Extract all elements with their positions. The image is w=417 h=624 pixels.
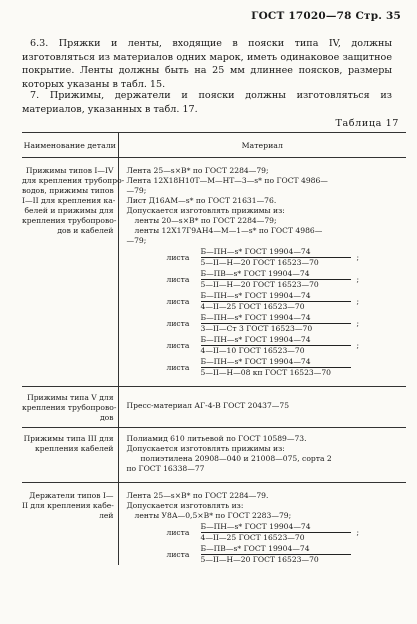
materials-table xyxy=(22,132,406,565)
table-header-row xyxy=(22,133,406,158)
page-header: ГОСТ 17020—78 Стр. 35 xyxy=(251,10,401,22)
material-cell: Лента 25—s×B* по ГОСТ 2284—79. Допускается изготовлять из: ленты У8А—0,5×B* по ГОСТ 2283—79; листа $\frac{\text{Б—ПН—s* ГОСТ 19904—74}}{\text{4—II—25 ГОСТ 16523—70}}$ ; листа $\frac{\text{Б—ПВ—s* ГОСТ 19904—74}}{\text{5—II—Н—20 ГОСТ 16523—70}}$ xyxy=(118,483,406,566)
material-cell: Пресс-материал АГ-4-В ГОСТ 20437—75 xyxy=(118,387,406,428)
table-row xyxy=(22,158,406,387)
fraction-entry: листа $\frac{\text{Б—ПН—s* ГОСТ 19904—74}}{\text{3—II—Ст 3 ГОСТ 16523—70}}$ ; xyxy=(166,313,360,333)
material-cell: Лента 25—s×B* по ГОСТ 2284—79; Лента 12Х18Н10Т—М—НТ—3—s* по ГОСТ 4986— —79; Лист Д16АМ—s* по ГОСТ 21631—76. Допускается изготовлять прижимы из: ленты 20—s×B* по ГОСТ 2284—79; ленты 12Х17Г9АН4—М—1—s* по ГОСТ 4986— —79; листа $\frac{\text{Б—ПН—s* ГОСТ 19904—74}}{\text{5—II—Н—20 ГОСТ 16523—70}}$ ; листа $\frac{\text{Б—ПВ—s* ГОСТ 19904—74}}{\text{5—II—Н—20 ГОСТ 16523—70}}$ ; листа $\frac{\text{Б—ПН—s* ГОСТ 19904—74}}{\text{4—II—25 ГОСТ 16523—70}}$ ; листа $\frac{\text{Б—ПН—s* ГОСТ 19904—74}}{\text{3—II—Ст 3 ГОСТ 16523—70}}$ ; листа $\frac{\text{Б—ПН—s* ГОСТ 19904—74}}{\text{4—II—10 ГОСТ 16523—70}}$ ; листа $\frac{\text{Б—ПН—s* ГОСТ 19904—74}}{\text{5—II—Н—08 кп ГОСТ 16523—70}}$ xyxy=(118,158,406,387)
fraction-entry: листа $\frac{\text{Б—ПН—s* ГОСТ 19904—74}}{\text{4—II—25 ГОСТ 16523—70}}$ ; xyxy=(166,291,360,311)
header-material: Материал xyxy=(118,133,406,158)
fraction-entry: листа $\frac{\text{Б—ПН—s* ГОСТ 19904—74}}{\text{4—II—25 ГОСТ 16523—70}}$ ; xyxy=(166,522,360,542)
material-cell: Полиамид 610 литьевой по ГОСТ 10589—73. Допускается изготовлять прижимы из: полиэтилена 20908—040 и 21008—075, сорта 2 по ГОСТ 16338—77 xyxy=(118,428,406,483)
part-cell: Прижимы типа V для крепления трубопрово- дов xyxy=(22,387,118,428)
table-row xyxy=(22,387,406,428)
fraction-entry: листа $\frac{\text{Б—ПВ—s* ГОСТ 19904—74}}{\text{5—II—Н—20 ГОСТ 16523—70}}$ ; xyxy=(166,269,360,289)
fraction-entry: листа $\frac{\text{Б—ПН—s* ГОСТ 19904—74}}{\text{5—II—Н—08 кп ГОСТ 16523—70}}$ xyxy=(167,357,407,378)
fraction-entry: листа $\frac{\text{Б—ПВ—s* ГОСТ 19904—74}}{\text{5—II—Н—20 ГОСТ 16523—70}}$ xyxy=(167,544,407,565)
table-row xyxy=(22,428,406,483)
table-row xyxy=(22,483,406,566)
part-cell: Прижимы типов I—IV для крепления трубопро- водов, прижимы типов I—II для крепления ка- белей и прижимы для крепления трубопрово- дов и кабелей xyxy=(22,158,118,387)
header-part-name: Наименование детали xyxy=(22,133,118,158)
fraction-entry: листа $\frac{\text{Б—ПН—s* ГОСТ 19904—74}}{\text{5—II—Н—20 ГОСТ 16523—70}}$ ; xyxy=(166,247,360,267)
part-cell: Держатели типов I— II для крепления кабе- лей xyxy=(22,483,118,566)
table-caption: Таблица 17 xyxy=(335,118,399,129)
fraction-entry: листа $\frac{\text{Б—ПН—s* ГОСТ 19904—74}}{\text{4—II—10 ГОСТ 16523—70}}$ ; xyxy=(166,335,360,355)
paragraph-6-3: 6.3. Пряжки и ленты, входящие в пояски типа IV, должны изготовляться из материалов одних марок, иметь одинаковое защитное покрытие. Ленты должны быть на 25 мм длиннее поясков, размеры которых указаны в табл. 15. xyxy=(22,38,392,90)
paragraph-7: 7. Прижимы, держатели и пояски должны изготовляться из материалов, указанных в табл. 17. xyxy=(22,90,392,115)
part-cell: Прижимы типа III для крепления кабелей xyxy=(22,428,118,483)
